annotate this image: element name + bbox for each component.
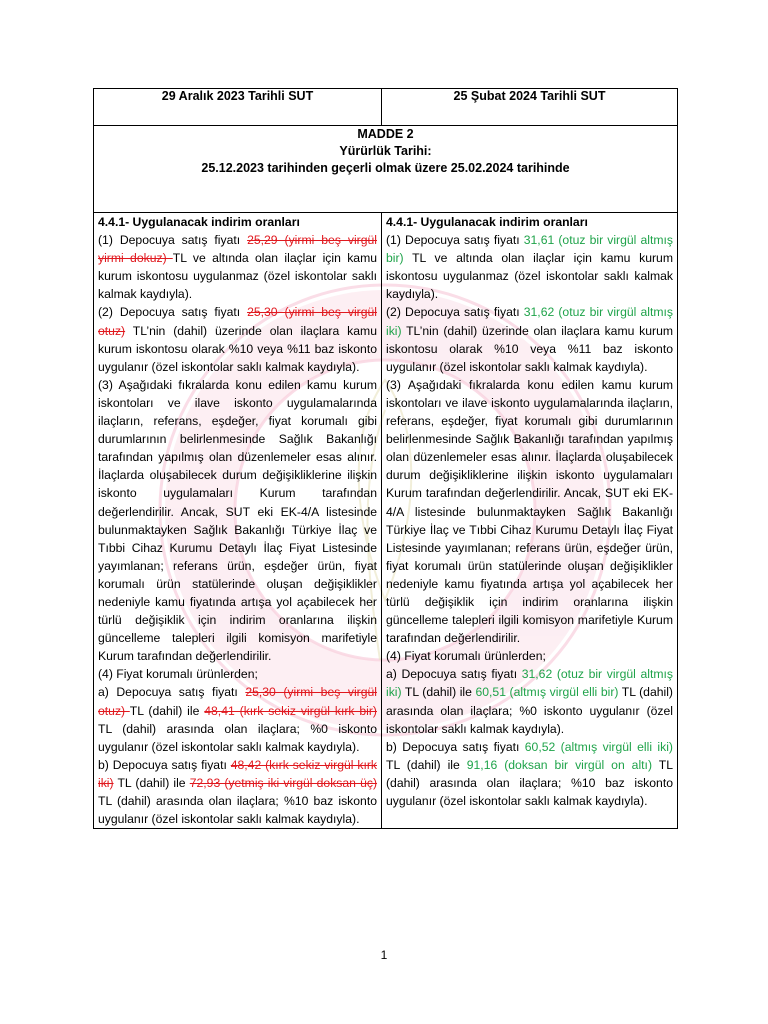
comparison-table bbox=[93, 88, 678, 829]
text: TL (dahil) arasında olan ilaçlara; %0 iskonto uygulanır (özel iskontolar saklı kalmak kaydıyla). bbox=[386, 685, 673, 736]
text: TL ve altında olan ilaçlar için kamu kurum iskontosu uygulanmaz (özel iskontolar saklı kalmak kaydıyla). bbox=[386, 251, 673, 302]
madde-cell bbox=[94, 126, 678, 213]
added-text: 31,61 (otuz bir virgül altmış bir) bbox=[386, 233, 674, 266]
text: TL (dahil) ile bbox=[386, 757, 467, 772]
right-paragraph-4: (4) Fiyat korumalı ürünlerden; bbox=[386, 649, 546, 664]
text: b) Depocuya satış fiyatı bbox=[98, 757, 231, 772]
text: (2) Depocuya satış fiyatı bbox=[98, 305, 248, 320]
text: TL (dahil) ile bbox=[129, 703, 205, 718]
added-text: 91,16 (doksan bir virgül on altı) bbox=[466, 757, 653, 772]
text: TL (dahil) ile bbox=[113, 775, 190, 790]
left-paragraph-2 bbox=[98, 303, 377, 375]
left-column bbox=[94, 213, 382, 829]
text: TL (dahil) arasında olan ilaçlara; %10 baz iskonto uygulanır (özel iskontolar saklı kalmak kaydıyla). bbox=[98, 794, 377, 827]
added-text: 60,51 (altmış virgül elli bir) bbox=[475, 685, 619, 700]
left-paragraph-4: (4) Fiyat korumalı ürünlerden; bbox=[98, 667, 258, 682]
header-right: 25 Şubat 2024 Tarihli SUT bbox=[382, 89, 678, 126]
text: (1) Depocuya satış fiyatı bbox=[98, 233, 248, 248]
madde-title: MADDE 2 bbox=[357, 127, 414, 141]
text: TL ve altında olan ilaçlar için kamu kurum iskontosu uygulanmaz (özel iskontolar saklı kalmak kaydıyla). bbox=[98, 251, 377, 302]
text: TL (dahil) arasında olan ilaçlara; %10 baz iskonto uygulanır (özel iskontolar saklı kalmak kaydıyla). bbox=[386, 757, 673, 808]
right-heading: 4.4.1- Uygulanacak indirim oranları bbox=[386, 215, 588, 229]
right-paragraph-3: (3) Aşağıdaki fıkralarda konu edilen kamu kurum iskontoları ve ilave iskonto uygulamalarında ilaçların, referans, eşdeğer, fiyat korumalı gibi durumlarının belirlenmesinde Sağlık Bakanlığı tarafından yapılmış olan düzenlemeler esas alınır. İlaçlarda oluşabilecek durum değişikliklerine ilişkin iskonto uygulamaları Kurum tarafından değerlendirilir. Ancak, SUT eki EK-4/A listesinde bulunmaktayken Sağlık Bakanlığı Türkiye İlaç ve Tıbbi Cihaz Kurumu Detaylı İlaç Fiyat Listesinde yayımlanan; referans ürün, eşdeğer ürün, fiyat korumalı ürün statülerinde oluşan değişiklikler nedeniyle kamu fiyatında artışa yol açabilecek her türlü değişiklik için indirim oranlarına ilişkin güncelleme talepleri ilgili komisyon marifetiyle Kurum tarafından değerlendirilir. bbox=[386, 377, 673, 646]
right-column bbox=[382, 213, 678, 829]
madde-subtitle: Yürürlük Tarihi: bbox=[339, 144, 432, 158]
left-paragraph-a bbox=[98, 683, 377, 755]
left-paragraph-3: (3) Aşağıdaki fıkralarda konu edilen kamu kurum iskontoları ve ilave iskonto uygulamalarında ilaçların, referans, eşdeğer, fiyat korumalı gibi durumlarının belirlenmesinde Sağlık Bakanlığı tarafından yapılmış olan düzenlemeler esas alınır. İlaçlarda oluşabilecek durum değişikliklerine ilişkin iskonto uygulamaları Kurum tarafından değerlendirilir. Ancak, SUT eki EK-4/A listesinde bulunmaktayken Sağlık Bakanlığı Türkiye İlaç ve Tıbbi Cihaz Kurumu Detaylı İlaç Fiyat Listesinde yayımlanan; referans ürün, eşdeğer ürün, fiyat korumalı ürün statülerinde oluşan değişiklikler nedeniyle kamu fiyatında artışa yol açabilecek her türlü değişiklik için indirim oranlarına ilişkin güncelleme talepleri ilgili komisyon marifetiyle Kurum tarafından değerlendirilir. bbox=[98, 377, 377, 664]
text: TL (dahil) arasında olan ilaçlara; %0 iskonto uygulanır (özel iskontolar saklı kalmak kaydıyla). bbox=[98, 721, 377, 754]
header-left: 29 Aralık 2023 Tarihli SUT bbox=[94, 89, 382, 126]
deleted-text: 25,29 (yirmi beş virgül yirmi dokuz) bbox=[98, 233, 377, 266]
text: a) Depocuya satış fiyatı bbox=[98, 685, 246, 700]
right-paragraph-b bbox=[386, 738, 673, 810]
text: TL’nin (dahil) üzerinde olan ilaçlara kamu kurum iskontosu olarak %10 veya %11 baz iskonto uygulanır (özel iskontolar saklı kalmak kaydıyla). bbox=[386, 323, 673, 374]
right-paragraph-1 bbox=[386, 231, 673, 303]
text: (1) Depocuya satış fiyatı bbox=[386, 233, 524, 248]
left-paragraph-1 bbox=[98, 231, 377, 303]
deleted-text: 25,30 (yirmi beş virgül otuz) bbox=[98, 685, 377, 718]
text: TL’nin (dahil) üzerinde olan ilaçlara kamu kurum iskontosu olarak %10 veya %11 baz iskonto uygulanır (özel iskontolar saklı kalmak kaydıyla). bbox=[98, 323, 377, 374]
left-paragraph-b bbox=[98, 756, 377, 828]
text: (2) Depocuya satış fiyatı bbox=[386, 305, 524, 320]
text: b) Depocuya satış fiyatı bbox=[386, 739, 525, 754]
madde-line: 25.12.2023 tarihinden geçerli olmak üzere 25.02.2024 tarihinde bbox=[201, 161, 570, 175]
added-text: 31,62 (otuz bir virgül altmış iki) bbox=[386, 305, 674, 338]
deleted-text: 48,42 (kırk sekiz virgül kırk iki) bbox=[98, 757, 377, 790]
text: a) Depocuya satış fiyatı bbox=[386, 667, 522, 682]
added-text: 60,52 (altmış virgül elli iki) bbox=[524, 739, 673, 754]
page-number: 1 bbox=[380, 948, 388, 962]
right-paragraph-2 bbox=[386, 303, 673, 375]
left-heading: 4.4.1- Uygulanacak indirim oranları bbox=[98, 215, 300, 229]
right-paragraph-a bbox=[386, 665, 673, 737]
deleted-text: 25,30 (yirmi beş virgül otuz) bbox=[98, 305, 377, 338]
text: TL (dahil) ile bbox=[401, 685, 476, 700]
deleted-text: 72,93 (yetmiş iki virgül doksan üç) bbox=[189, 775, 378, 790]
added-text: 31,62 (otuz bir virgül altmış iki) bbox=[386, 667, 673, 700]
deleted-text: 48,41 (kırk sekiz virgül kırk bir) bbox=[204, 703, 377, 718]
